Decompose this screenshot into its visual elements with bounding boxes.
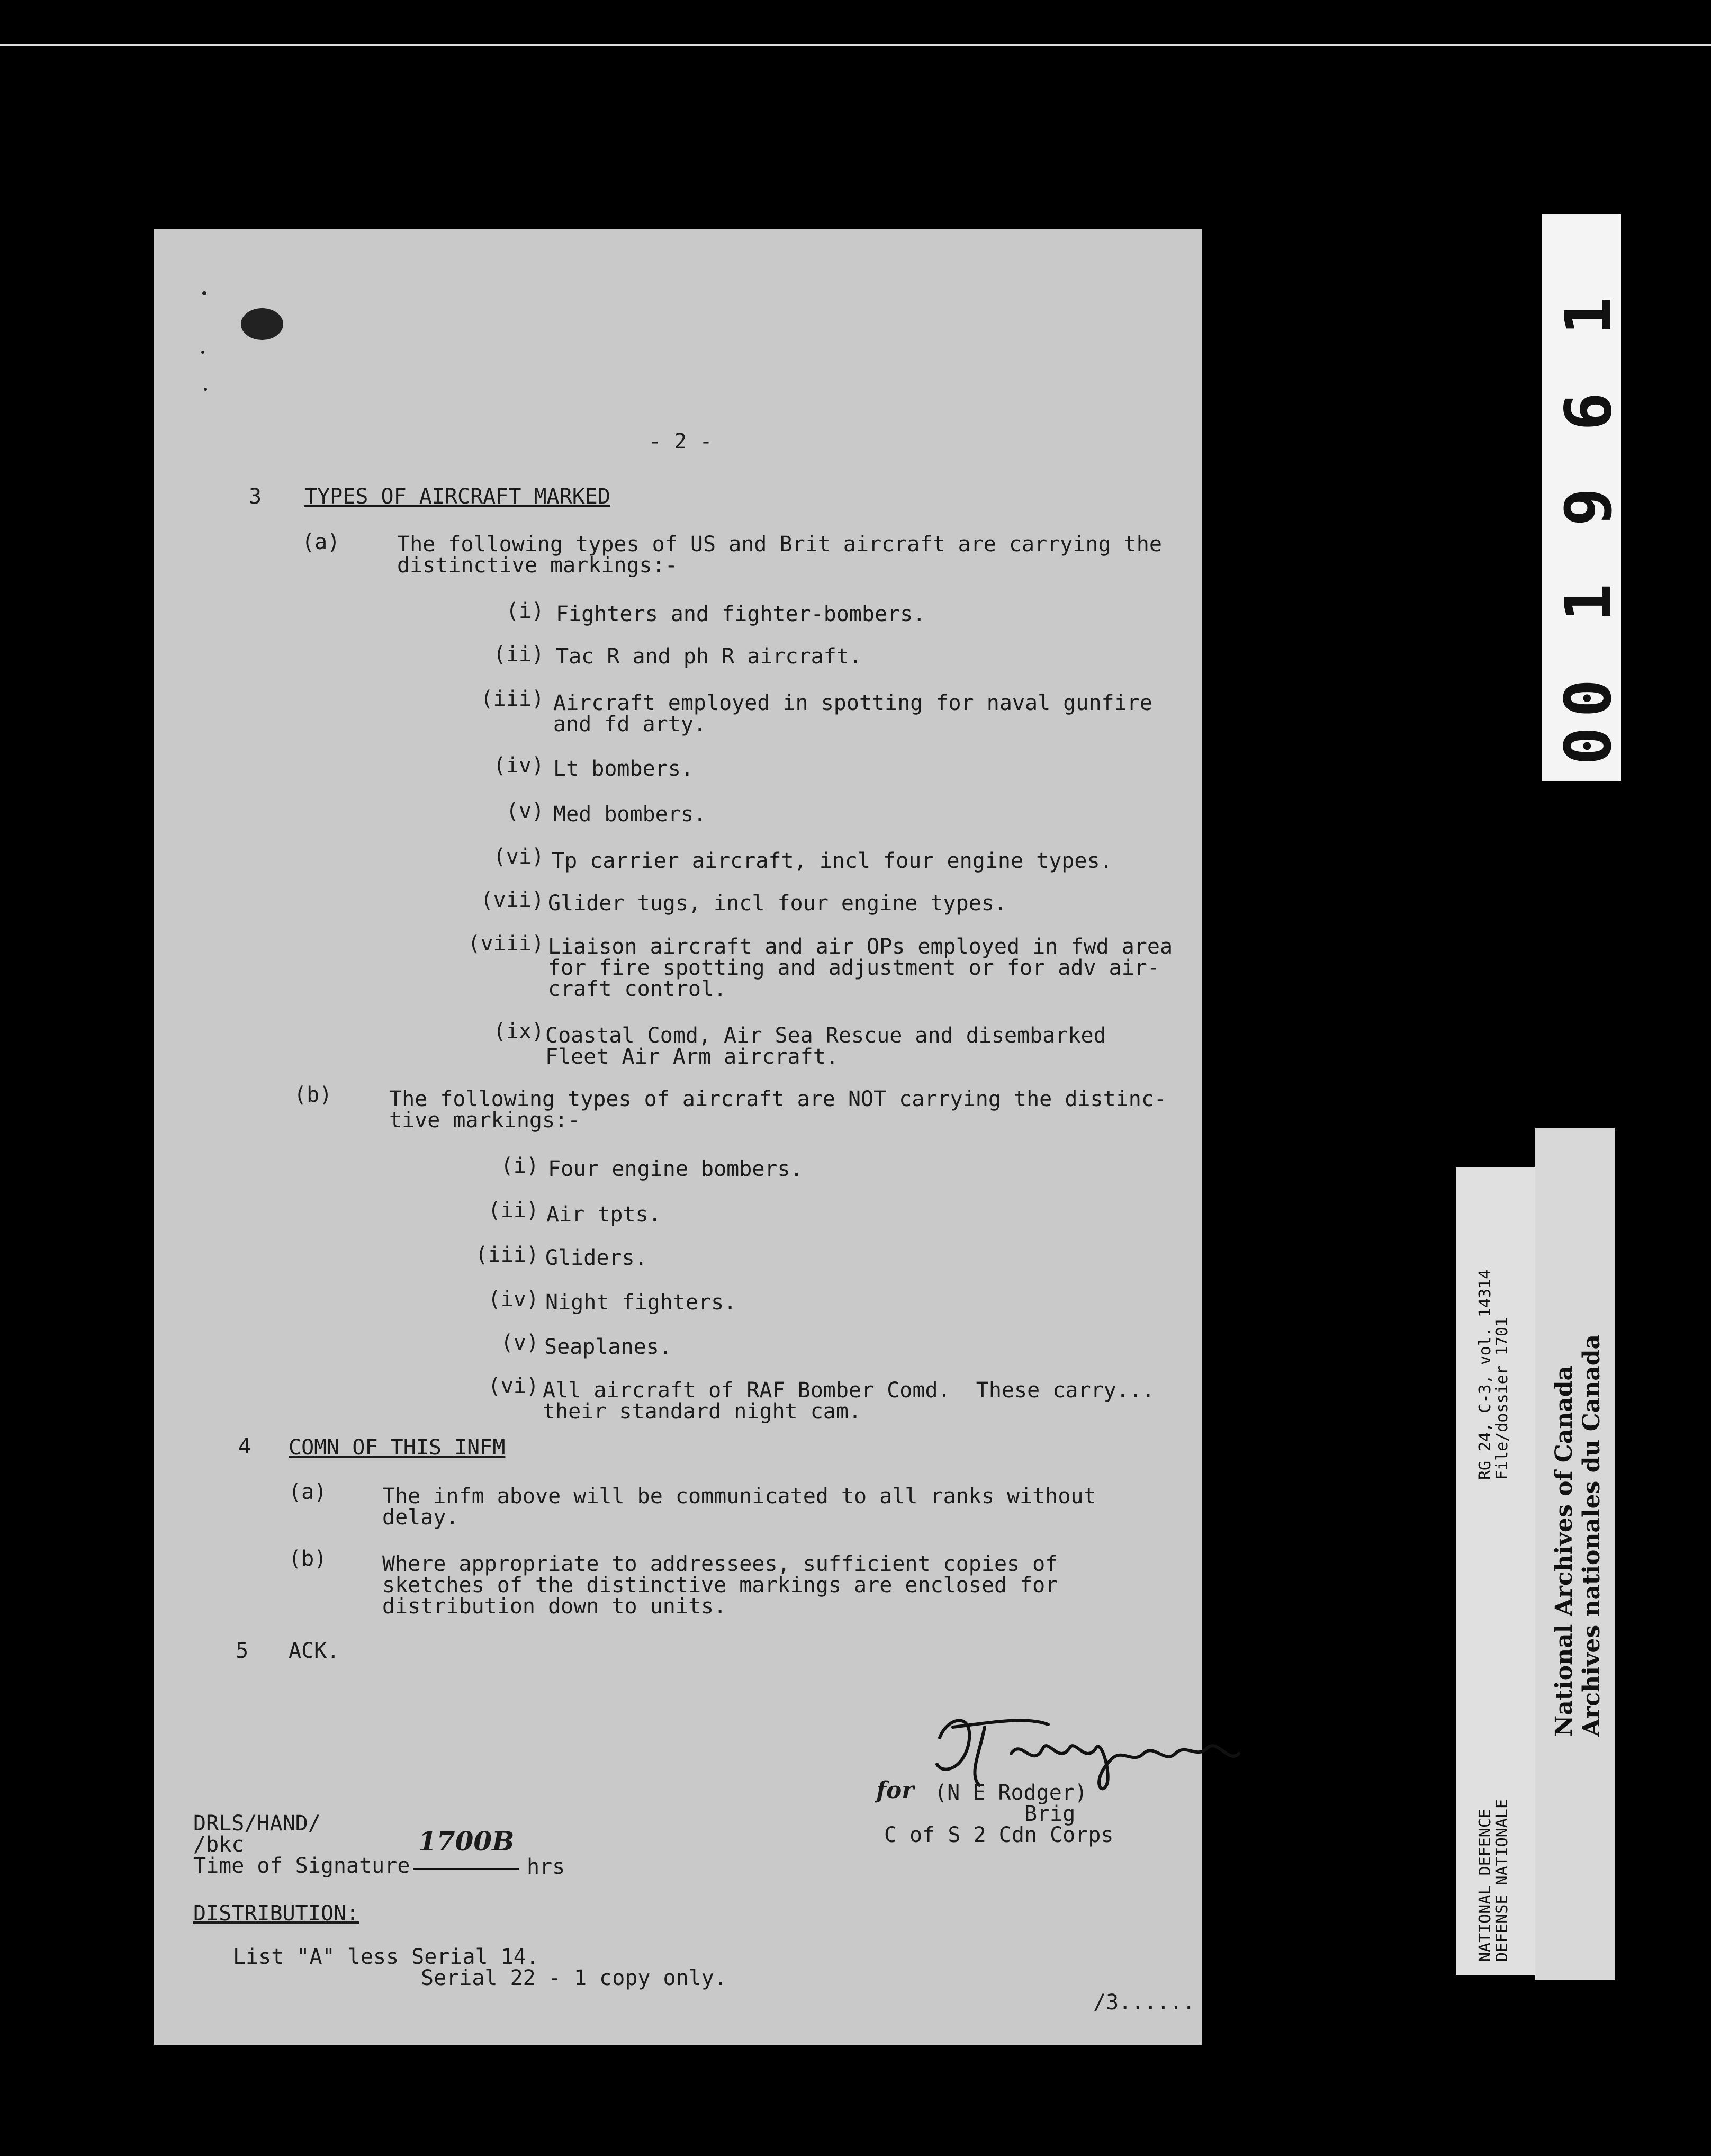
- section-4a-line: The infm above will be communicated to all ranks without: [382, 1484, 1096, 1508]
- item-text: Lt bombers.: [553, 757, 694, 781]
- item-text: Night fighters.: [545, 1290, 737, 1315]
- section-4a-label: (a): [289, 1480, 327, 1504]
- item-number: (v): [500, 1331, 539, 1355]
- continuation-marker: /3......: [1093, 1990, 1195, 2015]
- ink-blot: [241, 308, 283, 340]
- item-text: Seaplanes.: [544, 1335, 672, 1359]
- document-page: [154, 229, 1202, 2045]
- item-number: (vi): [493, 845, 544, 869]
- signatory-name: (N E Rodger): [934, 1781, 1087, 1805]
- section-4b-line: sketches of the distinctive markings are enclosed for: [382, 1573, 1058, 1597]
- section-4b-label: (b): [289, 1547, 327, 1571]
- section-4a-line: delay.: [382, 1505, 459, 1530]
- section-3b-line: tive markings:-: [389, 1108, 581, 1133]
- item-text: Tp carrier aircraft, incl four engine types.: [552, 849, 1113, 873]
- section-3b-line: The following types of aircraft are NOT carrying the distinc-: [389, 1087, 1167, 1111]
- ink-speck: [204, 388, 207, 391]
- item-text: All aircraft of RAF Bomber Comd. These carry...: [543, 1378, 1155, 1403]
- section-4b-line: distribution down to units.: [382, 1594, 727, 1619]
- item-text: Tac R and ph R aircraft.: [556, 644, 862, 669]
- page-number: - 2 -: [649, 429, 713, 454]
- item-number: (iv): [493, 753, 544, 778]
- item-number: (vii): [480, 888, 544, 912]
- signatory-rank: Brig: [1024, 1802, 1076, 1826]
- defence-label: NATIONAL DEFENCE: [1476, 1809, 1494, 1962]
- distribution-heading: DISTRIBUTION:: [193, 1901, 359, 1926]
- item-text: Fleet Air Arm aircraft.: [545, 1045, 839, 1069]
- ink-speck: [201, 351, 204, 354]
- section-3-number: 3: [249, 484, 262, 509]
- item-number: (ix): [493, 1019, 544, 1044]
- item-text: their standard night cam.: [543, 1399, 862, 1424]
- section-3a-label: (a): [302, 530, 340, 554]
- section-5-text: ACK.: [289, 1639, 340, 1663]
- section-4-heading: COMN OF THIS INFM: [289, 1435, 506, 1460]
- item-number: (v): [506, 799, 544, 823]
- section-3a-line: distinctive markings:-: [397, 553, 678, 578]
- item-number: (iv): [488, 1287, 539, 1311]
- section-4-number: 4: [238, 1434, 251, 1459]
- archive-reference: File/dossier 1701: [1493, 1317, 1511, 1480]
- archives-name-fr: Archives nationales du Canada: [1578, 1334, 1605, 1737]
- item-text: Gliders.: [545, 1246, 647, 1270]
- film-edge-line: [0, 44, 1711, 46]
- archives-name-en: National Archives of Canada: [1551, 1365, 1578, 1737]
- item-text: Four engine bombers.: [548, 1157, 803, 1181]
- reference-line: /bkc: [193, 1832, 245, 1857]
- national-archives-label: [1535, 1128, 1615, 1980]
- archive-reference: RG 24, C-3, vol. 14314: [1476, 1269, 1494, 1480]
- item-number: (ii): [493, 642, 544, 667]
- section-3b-label: (b): [294, 1083, 332, 1107]
- item-text: Coastal Comd, Air Sea Rescue and disembarked: [545, 1023, 1106, 1048]
- item-text: Liaison aircraft and air OPs employed in fwd area: [548, 935, 1173, 959]
- section-3-heading: TYPES OF AIRCRAFT MARKED: [304, 484, 610, 509]
- section-4b-line: Where appropriate to addressees, sufficient copies of: [382, 1552, 1058, 1576]
- item-number: (i): [506, 599, 544, 623]
- item-number: (i): [500, 1154, 539, 1178]
- ink-speck: [202, 291, 206, 295]
- item-number: (ii): [488, 1198, 539, 1223]
- frame-number-stamp: [1542, 214, 1626, 781]
- item-text: for fire spotting and adjustment or for adv air-: [548, 956, 1160, 980]
- item-text: Fighters and fighter-bombers.: [556, 602, 926, 626]
- item-text: Med bombers.: [553, 802, 706, 827]
- item-number: (viii): [467, 931, 544, 956]
- distribution-line: List "A" less Serial 14.: [233, 1945, 539, 1969]
- defence-label: DEFENSE NATIONALE: [1493, 1799, 1511, 1962]
- item-text: and fd arty.: [553, 712, 706, 736]
- time-unit: hrs: [527, 1855, 565, 1879]
- time-label: Time of Signature: [193, 1854, 410, 1878]
- archive-reference-label: [1456, 1167, 1541, 1975]
- frame-number: 00 1 9 6 1: [1552, 287, 1626, 765]
- item-text: Glider tugs, incl four engine types.: [548, 891, 1007, 915]
- reference-line: DRLS/HAND/: [193, 1811, 321, 1836]
- section-5-number: 5: [236, 1639, 249, 1663]
- item-text: craft control.: [548, 977, 727, 1001]
- distribution-line: Serial 22 - 1 copy only.: [421, 1966, 727, 1990]
- item-number: (iii): [475, 1243, 539, 1267]
- section-3a-line: The following types of US and Brit aircraft are carrying the: [397, 532, 1162, 556]
- signatory-appointment: C of S 2 Cdn Corps: [884, 1823, 1114, 1847]
- time-value: 1700B: [418, 1826, 515, 1857]
- item-number: (vi): [488, 1374, 539, 1398]
- signed-for: for: [876, 1777, 914, 1804]
- item-text: Air tpts.: [546, 1202, 661, 1227]
- item-number: (iii): [480, 687, 544, 711]
- item-text: Aircraft employed in spotting for naval gunfire: [553, 691, 1152, 715]
